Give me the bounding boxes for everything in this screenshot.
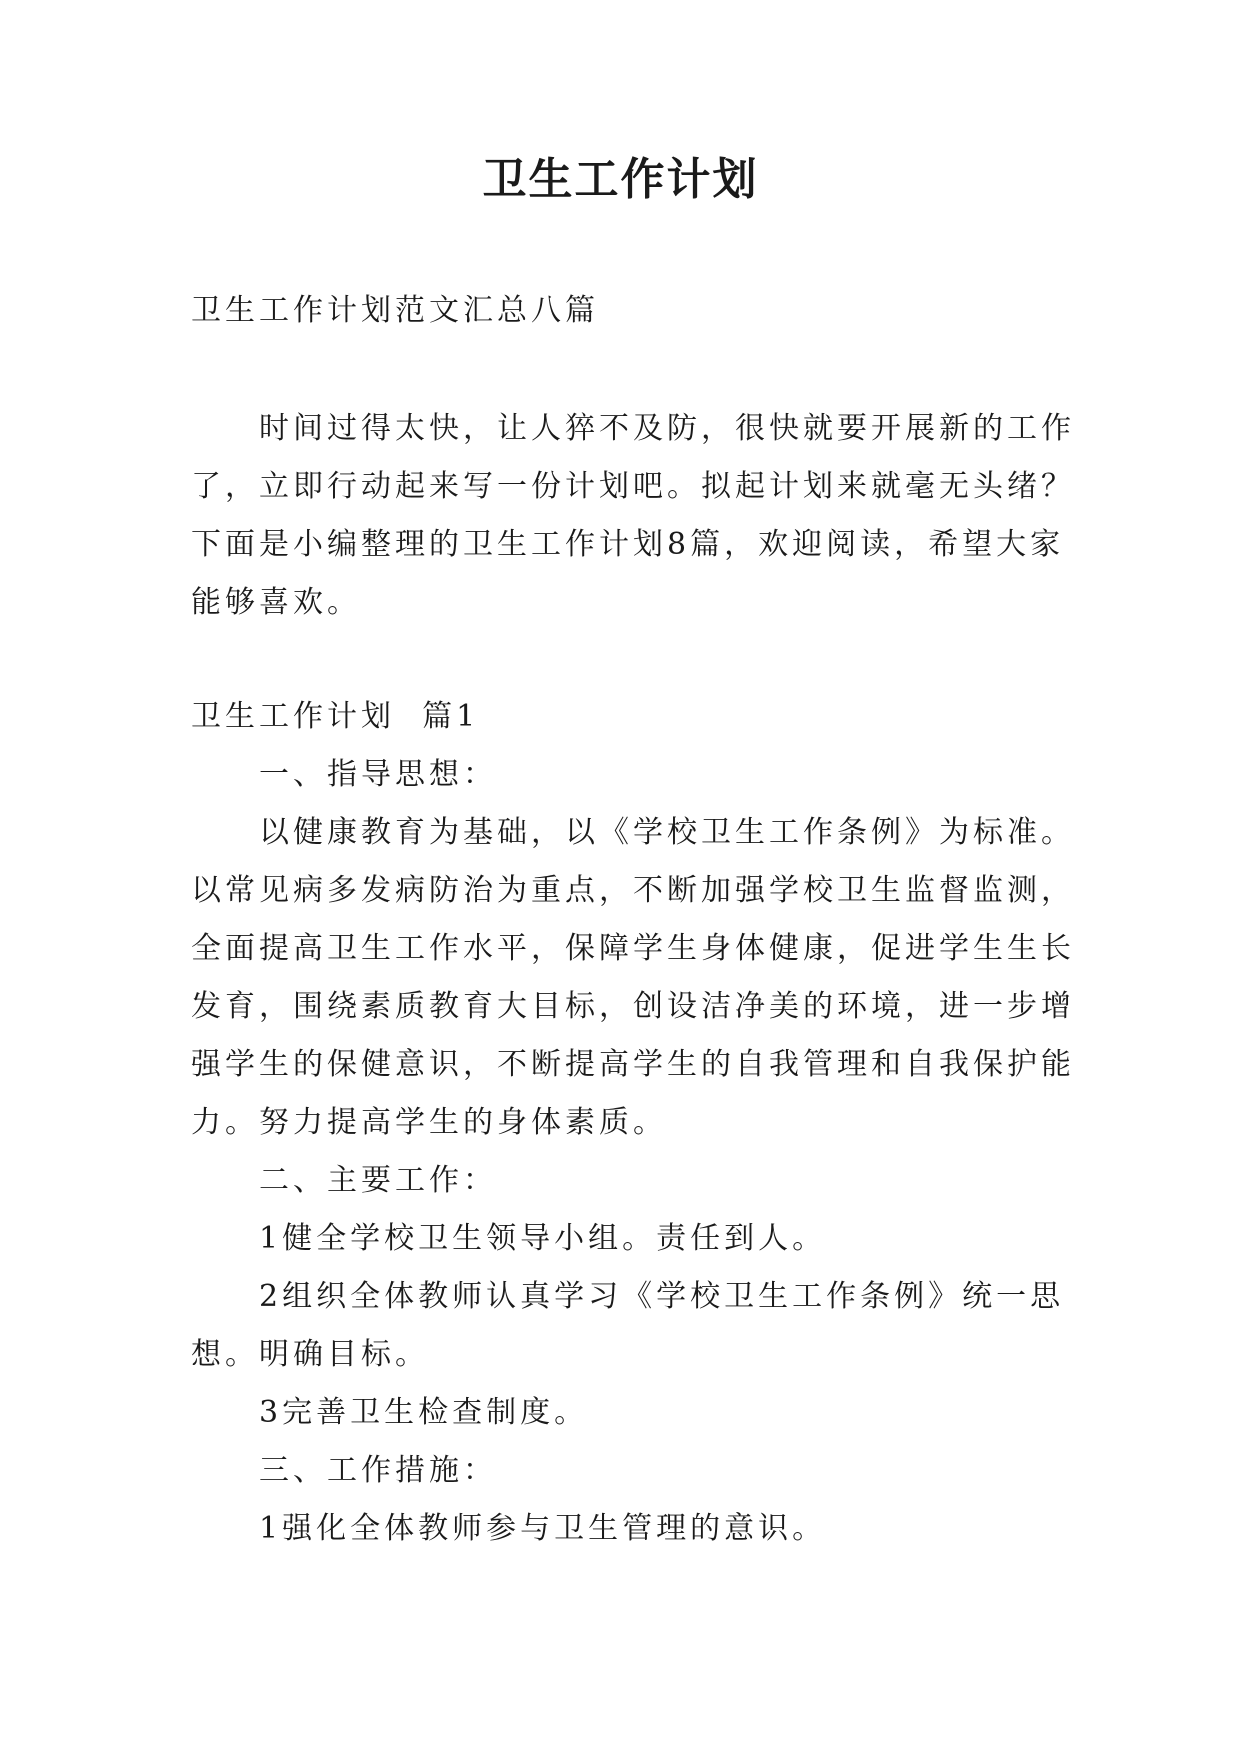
guiding-line: 力。努力提高学生的身体素质。 xyxy=(191,1105,667,1140)
main-work-item: 3完善卫生检查制度。 xyxy=(259,1395,589,1430)
main-work-item: 1健全学校卫生领导小组。责任到人。 xyxy=(259,1221,827,1256)
guiding-line: 全面提高卫生工作水平，保障学生身体健康，促进学生生长 xyxy=(191,931,1075,966)
section-heading: 卫生工作计划 篇1 xyxy=(191,699,480,734)
main-work-item-line: 想。明确目标。 xyxy=(191,1337,429,1372)
guiding-line: 以常见病多发病防治为重点，不断加强学校卫生监督监测， xyxy=(191,873,1075,908)
measures-item: 1强化全体教师参与卫生管理的意识。 xyxy=(259,1511,827,1546)
measures-heading: 三、工作措施： xyxy=(259,1453,497,1488)
main-work-heading: 二、主要工作： xyxy=(259,1163,497,1198)
guiding-heading: 一、指导思想： xyxy=(259,757,497,792)
guiding-line: 发育，围绕素质教育大目标，创设洁净美的环境，进一步增 xyxy=(191,989,1075,1024)
guiding-line: 以健康教育为基础，以《学校卫生工作条例》为标准。 xyxy=(259,815,1075,850)
main-work-item-line: 2组织全体教师认真学习《学校卫生工作条例》统一思 xyxy=(259,1279,1065,1314)
intro-line: 时间过得太快，让人猝不及防，很快就要开展新的工作 xyxy=(259,411,1075,446)
document-subtitle: 卫生工作计划范文汇总八篇 xyxy=(191,293,599,328)
guiding-line: 强学生的保健意识，不断提高学生的自我管理和自我保护能 xyxy=(191,1047,1075,1082)
intro-line: 了，立即行动起来写一份计划吧。拟起计划来就毫无头绪？ xyxy=(191,469,1075,504)
guiding-paragraph xyxy=(191,804,1075,1152)
document-body xyxy=(191,282,1075,1558)
intro-line: 能够喜欢。 xyxy=(191,585,361,620)
main-work-item-2 xyxy=(191,1268,1065,1384)
intro-paragraph xyxy=(191,400,1075,632)
intro-line: 下面是小编整理的卫生工作计划8篇，欢迎阅读，希望大家 xyxy=(191,527,1065,562)
document-title: 卫生工作计划 xyxy=(482,154,759,205)
